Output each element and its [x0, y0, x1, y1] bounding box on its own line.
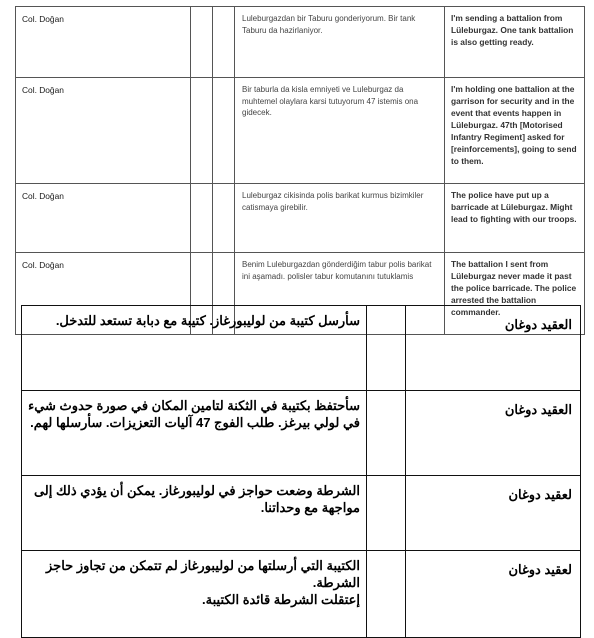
empty-cell: [191, 7, 213, 78]
empty-cell: [367, 306, 406, 391]
empty-cell: [191, 184, 213, 253]
turkish-text-cell: Luleburgaz cikisinda polis barikat kurmus bizimkiler catismaya girebilir.: [235, 184, 445, 253]
arabic-text-line: الكتيبة التي أرسلتها من لوليبورغاز لم تتمكن من تجاوز حاجز الشرطة.: [46, 558, 360, 590]
empty-cell: [367, 391, 406, 476]
arabic-text-cell: [22, 551, 367, 638]
empty-cell: [367, 476, 406, 551]
table-row: [22, 306, 581, 391]
arabic-text-cell: سأرسل كتيبة من لوليبورغاز. كتيبة مع دبابة تستعد للتدخل.: [22, 306, 367, 391]
empty-cell: [367, 551, 406, 638]
table-row: [16, 184, 585, 253]
english-text-cell: I'm sending a battalion from Lüleburgaz. One tank battalion is also getting ready.: [445, 7, 585, 78]
arabic-text-line: إعتقلت الشرطة قائدة الكتيبة.: [202, 592, 360, 607]
speaker-cell: Col. Doğan: [16, 78, 191, 184]
table-row: [16, 78, 585, 184]
turkish-text-cell: Benim Luleburgazdan gönderdiğim tabur polis barikat ini aşamadı. polisler tabur komutanını tutuklamis: [235, 253, 445, 335]
table-row: [22, 391, 581, 476]
speaker-cell: العقيد دوغان: [406, 391, 581, 476]
empty-cell: [191, 78, 213, 184]
speaker-cell: لعقيد دوغان: [406, 551, 581, 638]
transcript-table-arabic: [21, 305, 581, 638]
table-row: [16, 7, 585, 78]
turkish-text-cell: Luleburgazdan bir Taburu gonderiyorum. Bir tank Taburu da hazirlaniyor.: [235, 7, 445, 78]
speaker-cell: Col. Doğan: [16, 184, 191, 253]
speaker-cell: العقيد دوغان: [406, 306, 581, 391]
arabic-text-cell: الشرطة وضعت حواجز في لوليبورغاز. يمكن أن يؤدي ذلك إلى مواجهة مع وحداتنا.: [22, 476, 367, 551]
turkish-text-cell: Bir taburla da kisla emniyeti ve Luleburgaz da muhtemel olaylara karsi tutuyorum 47 istemis ona gidecek.: [235, 78, 445, 184]
table-row: [22, 551, 581, 638]
empty-cell: [213, 7, 235, 78]
speaker-cell: Col. Doğan: [16, 7, 191, 78]
english-text-cell: I'm holding one battalion at the garrison for security and in the event that events happen in Lüleburgaz. 47th [Motorised Infantry Regiment] asked for [reinforcements], going to send to them.: [445, 78, 585, 184]
empty-cell: [213, 78, 235, 184]
english-text-cell: The police have put up a barricade at Lüleburgaz. Might lead to fighting with our troops.: [445, 184, 585, 253]
empty-cell: [213, 184, 235, 253]
transcript-table-english: [15, 6, 585, 335]
arabic-text-cell: سأحتفظ بكتيبة في الثكنة لتامين المكان في صورة حدوث شيء في لولي بيرغز. طلب الفوج 47 آليات التعزيزات. سأرسلها لهم.: [22, 391, 367, 476]
english-text-cell: The battalion I sent from Lüleburgaz never made it past the police barricade. The police arrested the battalion commander.: [445, 253, 585, 335]
speaker-cell: Col. Doğan: [16, 253, 191, 335]
speaker-cell: لعقيد دوغان: [406, 476, 581, 551]
table-row: [22, 476, 581, 551]
